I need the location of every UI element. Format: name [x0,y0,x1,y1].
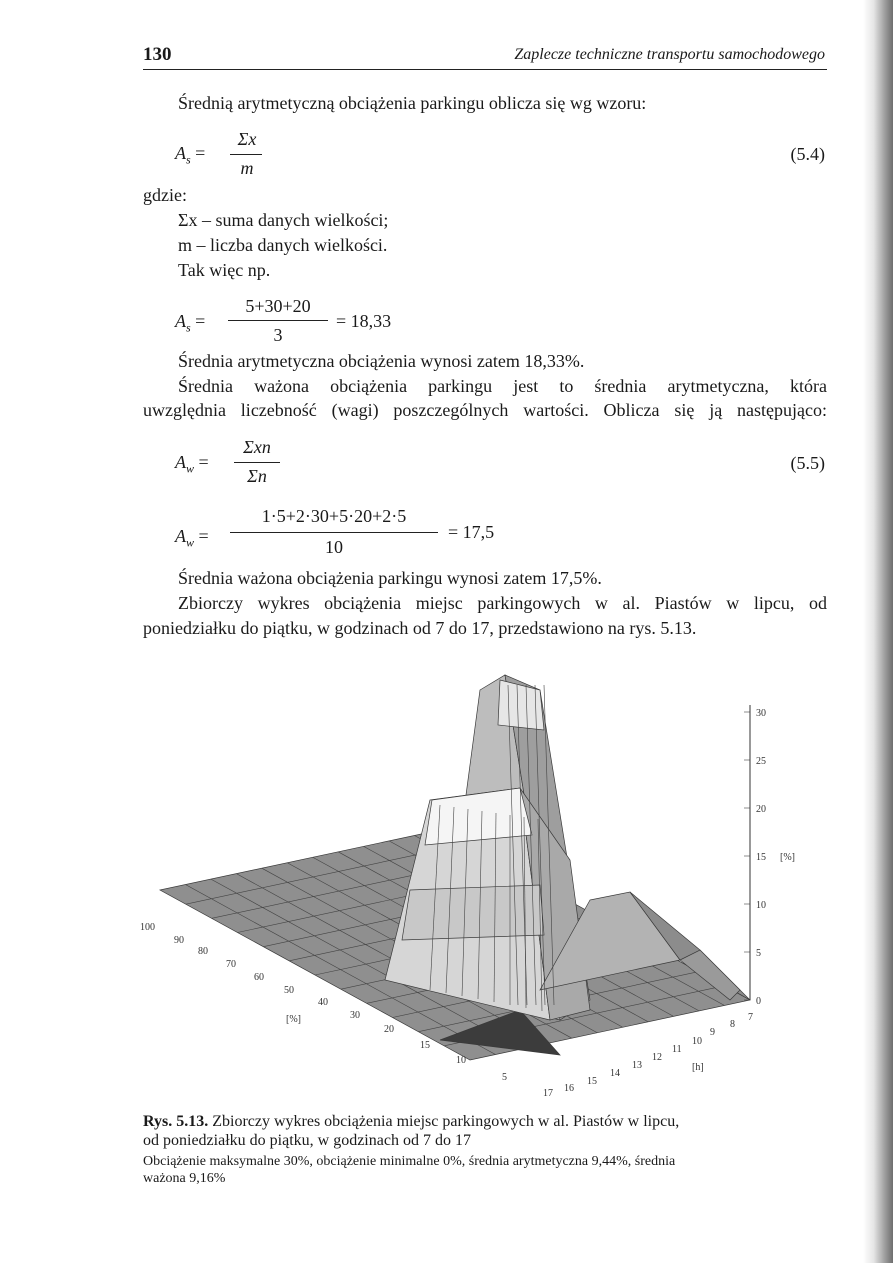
figure-note-line1: Obciążenie maksymalne 30%, obciążenie minimalne 0%, średnia arytmetyczna 9,44%, średnia [143,1154,676,1169]
surface-chart [140,660,800,1100]
hour-tick-label: 7 [748,1012,753,1023]
running-title: Zaplecze techniczne transportu samochodowego [514,46,825,63]
formula-sub: s [186,320,191,335]
occ-axis-title: [%] [286,1014,301,1025]
formula-denominator: Σn [247,466,267,486]
occ-tick-label: 10 [456,1055,466,1066]
hour-tick-label: 14 [610,1068,620,1079]
surface-peak-mid-top [425,788,532,845]
weighted-paragraph-line1: Średnia ważona obciążenia parkingu jest to średnia arytmetyczna, która [178,376,827,396]
equation-number: (5.4) [790,144,825,164]
formula-result: = 18,33 [336,311,392,331]
occ-tick-label: 5 [502,1072,507,1083]
z-tick-label: 25 [756,756,766,767]
occ-tick-label: 80 [198,946,208,957]
weighted-paragraph-line2: uwzględnia liczebność (wagi) poszczególnych wartości. Oblicza się ją następująco: [143,400,827,420]
occ-tick-label: 60 [254,972,264,983]
hour-tick-label: 16 [564,1083,574,1094]
hour-tick-label: 11 [672,1044,682,1055]
equation-number: (5.5) [790,453,825,473]
formula-numerator: 5+30+20 [245,296,311,316]
fraction-line [230,532,438,533]
hour-tick-label: 10 [692,1036,702,1047]
hour-tick-label: 15 [587,1076,597,1087]
occ-tick-label: 50 [284,985,294,996]
page-edge-shadow [863,0,893,1263]
formula-numerator: Σxn [243,437,271,457]
occ-tick-label: 40 [318,997,328,1008]
formula-denominator: 3 [273,325,283,345]
formula-numerator: Σx [237,129,257,149]
occ-tick-label: 15 [420,1040,430,1051]
z-tick-label: 10 [756,900,766,911]
hour-tick-label: 8 [730,1019,735,1030]
fraction-line [230,154,262,155]
hour-axis-title: [h] [692,1062,704,1073]
hour-tick-label: 17 [543,1088,553,1099]
z-tick-label: 15 [756,852,766,863]
figure-caption-line1 [143,1112,829,1131]
definition-sum: Σx – suma danych wielkości; [178,210,389,230]
fraction-line [234,462,280,463]
z-tick-label: 20 [756,804,766,815]
occ-tick-label: 20 [384,1024,394,1035]
figure-note-line2: ważona 9,16% [143,1171,226,1186]
formula-lhs: A [175,311,186,331]
result-weighted: Średnia ważona obciążenia parkingu wynosi zatem 17,5%. [178,568,602,588]
surface-peak-mid-band [402,885,544,940]
formula-lhs: A [175,526,186,546]
z-axis-title: [%] [780,852,795,863]
z-axis-ticks [756,708,795,1007]
summary-paragraph-line1: Zbiorczy wykres obciążenia miejsc parkingowych w al. Piastów w lipcu, od [178,593,827,613]
page-number: 130 [143,44,172,65]
occ-tick-label: 90 [174,935,184,946]
surface-geometry [160,675,750,1060]
summary-paragraph-line2: poniedziałku do piątku, w godzinach od 7 do 17, przedstawiono na rys. 5.13. [143,618,697,638]
figure-caption-label: Rys. 5.13. [143,1113,209,1130]
formula-numerator: 1·5+2·30+5·20+2·5 [261,506,407,526]
occ-tick-label: 100 [140,922,155,933]
formula-sub: w [186,535,195,550]
example-intro: Tak więc np. [178,260,271,280]
fraction-line [228,320,328,321]
figure-caption-line2: od poniedziałku do piątku, w godzinach od 7 do 17 [143,1132,471,1149]
hour-tick-label: 9 [710,1027,715,1038]
formula-denominator: m [240,158,254,178]
z-tick-label: 30 [756,708,766,719]
formula-result: = 17,5 [448,522,495,542]
z-tick-label: 0 [756,996,761,1007]
formula-lhs: A [175,452,186,472]
gdzie-label: gdzie: [143,185,187,205]
hour-tick-label: 12 [652,1052,662,1063]
intro-paragraph: Średnią arytmetyczną obciążenia parkingu oblicza się wg wzoru: [178,93,647,113]
header-rule [143,69,827,70]
definition-count: m – liczba danych wielkości. [178,235,388,255]
occ-tick-label: 70 [226,959,236,970]
z-tick-label: 5 [756,948,761,959]
hour-tick-label: 13 [632,1060,642,1071]
formula-denominator: 10 [325,537,343,557]
surface-peak-main-cap [498,680,544,730]
result-arithmetic: Średnia arytmetyczna obciążenia wynosi zatem 18,33%. [178,351,585,371]
formula-lhs: A [175,143,186,163]
figure-caption-text: Zbiorczy wykres obciążenia miejsc parkingowych w al. Piastów w lipcu, [212,1113,680,1130]
formula-sub: s [186,152,191,167]
occ-tick-label: 30 [350,1010,360,1021]
formula-sub: w [186,461,195,476]
